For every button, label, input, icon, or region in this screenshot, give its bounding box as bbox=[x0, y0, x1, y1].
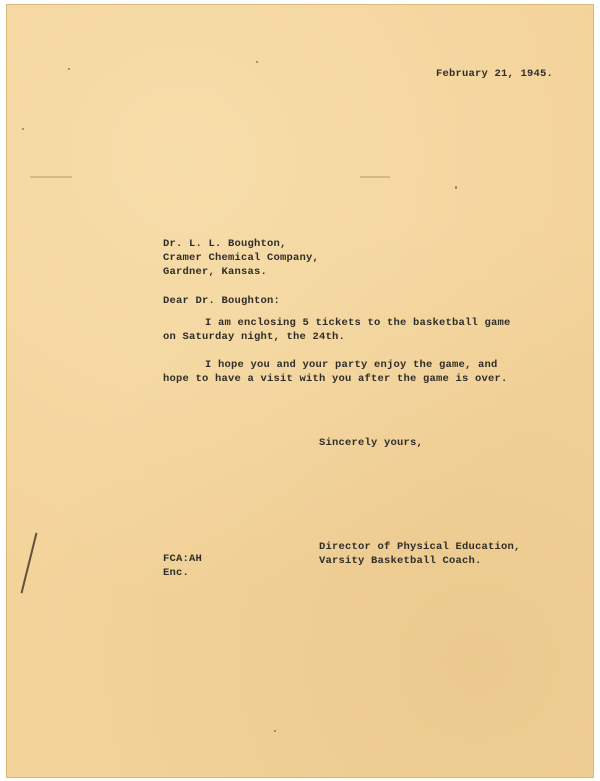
paper-speck bbox=[22, 128, 24, 130]
body-paragraph-2 bbox=[163, 358, 508, 386]
signature-role: Varsity Basketball Coach. bbox=[319, 555, 482, 567]
recipient-company: Cramer Chemical Company, bbox=[163, 252, 320, 264]
paragraph-line: I am enclosing 5 tickets to the basketball game bbox=[205, 317, 511, 329]
enclosure-note: Enc. bbox=[163, 567, 190, 579]
signature-title: Director of Physical Education, bbox=[319, 541, 521, 553]
signature-block bbox=[319, 540, 521, 568]
recipient-city: Gardner, Kansas. bbox=[163, 266, 268, 278]
letter-date: February 21, 1945. bbox=[436, 68, 554, 80]
recipient-address bbox=[163, 237, 319, 279]
typist-initials: FCA:AH bbox=[163, 553, 203, 565]
paper-speck bbox=[274, 730, 276, 732]
body-paragraph-1 bbox=[163, 316, 511, 344]
paragraph-line: I hope you and your party enjoy the game, and bbox=[205, 359, 498, 371]
salutation: Dear Dr. Boughton: bbox=[163, 295, 281, 307]
closing: Sincerely yours, bbox=[319, 437, 424, 449]
paragraph-line: hope to have a visit with you after the game is over. bbox=[163, 373, 508, 385]
paragraph-line: on Saturday night, the 24th. bbox=[163, 331, 346, 343]
reference-initials bbox=[163, 552, 202, 580]
paper-smudge bbox=[360, 176, 390, 178]
paper-speck bbox=[455, 186, 457, 189]
paper-smudge bbox=[30, 176, 72, 178]
paper-speck bbox=[68, 68, 70, 70]
letter-page bbox=[6, 4, 594, 778]
recipient-name: Dr. L. L. Boughton, bbox=[163, 238, 287, 250]
pencil-mark bbox=[21, 533, 38, 594]
paper-speck bbox=[256, 61, 258, 63]
